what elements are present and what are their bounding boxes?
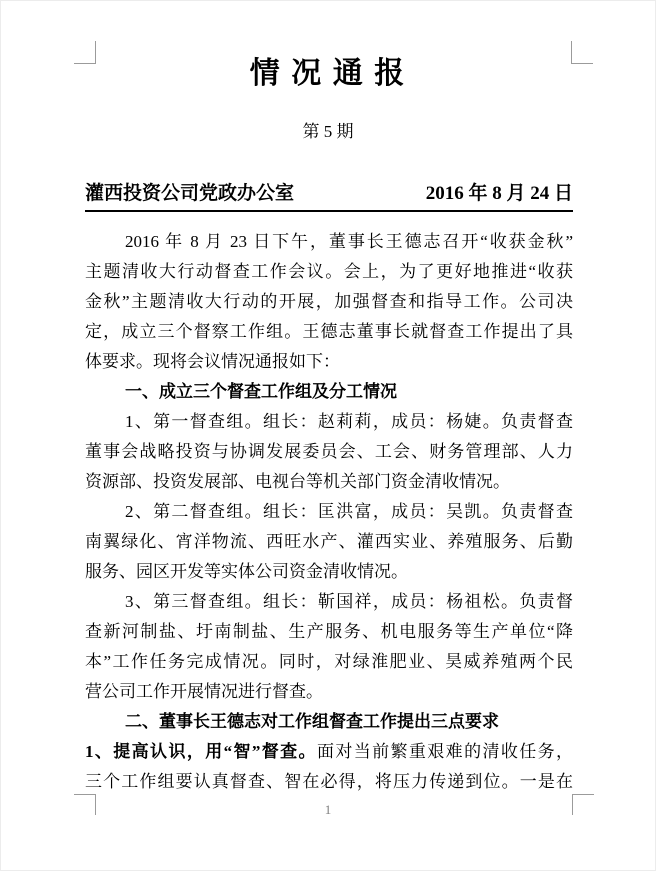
body-line: [85, 287, 573, 317]
body-line: [85, 587, 573, 617]
body-line-text: 2、第二督查组。组长：匡洪富，成员：吴凯。负责督查: [125, 502, 573, 521]
body-line-text: 主题清收大行动督查工作会议。会上，为了更好地推进“收获: [85, 262, 573, 281]
body-line: [85, 557, 573, 587]
body-line-text: 服务、园区开发等实体公司资金清收情况。: [85, 562, 408, 581]
header-issuing-org: 灌西投资公司党政办公室: [85, 183, 295, 204]
body-line: [85, 497, 573, 527]
body-line: [85, 617, 573, 647]
body-line: [85, 377, 573, 407]
body-line: [85, 347, 573, 377]
body-line: [85, 677, 573, 707]
body-line-text: 本”工作任务完成情况。同时，对绿淮肥业、昊威养殖两个民: [85, 652, 573, 671]
body-line: [85, 737, 573, 767]
header-date: 2016 年 8 月 24 日: [425, 183, 573, 204]
body-line-bold-text: 1、提高认识，用“智”督查。: [85, 742, 317, 761]
page-number: 1: [324, 802, 332, 817]
body-line: [85, 707, 573, 737]
body-line-text: 查新河制盐、圩南制盐、生产服务、机电服务等生产单位“降: [85, 622, 573, 641]
body-line-text: 三个工作组要认真督查、智在必得，将压力传递到位。一是在: [85, 772, 573, 791]
body-line-text: 定，成立三个督察工作组。王德志董事长就督查工作提出了具: [85, 322, 573, 341]
document-title: 情 况 通 报: [249, 57, 407, 90]
body-line: [85, 527, 573, 557]
document-header: [85, 181, 573, 212]
body-line-bold-text: 一、成立三个督查工作组及分工情况: [125, 382, 397, 401]
body-line: [85, 227, 573, 257]
body-line-text: 1、第一督查组。组长：赵莉莉，成员：杨婕。负责督查: [125, 412, 573, 431]
body-line-text: 2016 年 8 月 23 日下午，董事长王德志召开“收获金秋”: [125, 232, 573, 251]
issue-number: 第 5 期: [302, 122, 354, 141]
body-line-text: 营公司工作开展情况进行督查。: [85, 682, 323, 701]
body-line: [85, 317, 573, 347]
body-line-text: 体要求。现将会议情况通报如下：: [85, 352, 340, 371]
body-line: [85, 257, 573, 287]
body-line: [85, 647, 573, 677]
body-line-text: 面对当前繁重艰难的清收任务，: [316, 742, 573, 761]
body-line: [85, 767, 573, 797]
body-line: [85, 467, 573, 497]
body-line: [85, 407, 573, 437]
body-line-text: 3、第三督查组。组长：靳国祥，成员：杨祖松。负责督: [125, 592, 573, 611]
body-text: [85, 227, 573, 797]
body-line-text: 资源部、投资发展部、电视台等机关部门资金清收情况。: [85, 472, 510, 491]
body-line: [85, 437, 573, 467]
body-line-bold-text: 二、董事长王德志对工作组督查工作提出三点要求: [125, 712, 499, 731]
body-line-text: 董事会战略投资与协调发展委员会、工会、财务管理部、人力: [85, 442, 573, 461]
body-line-text: 南翼绿化、宵洋物流、西旺水产、灌西实业、养殖服务、后勤: [85, 532, 573, 551]
body-line-text: 金秋”主题清收大行动的开展，加强督查和指导工作。公司决: [85, 292, 573, 311]
